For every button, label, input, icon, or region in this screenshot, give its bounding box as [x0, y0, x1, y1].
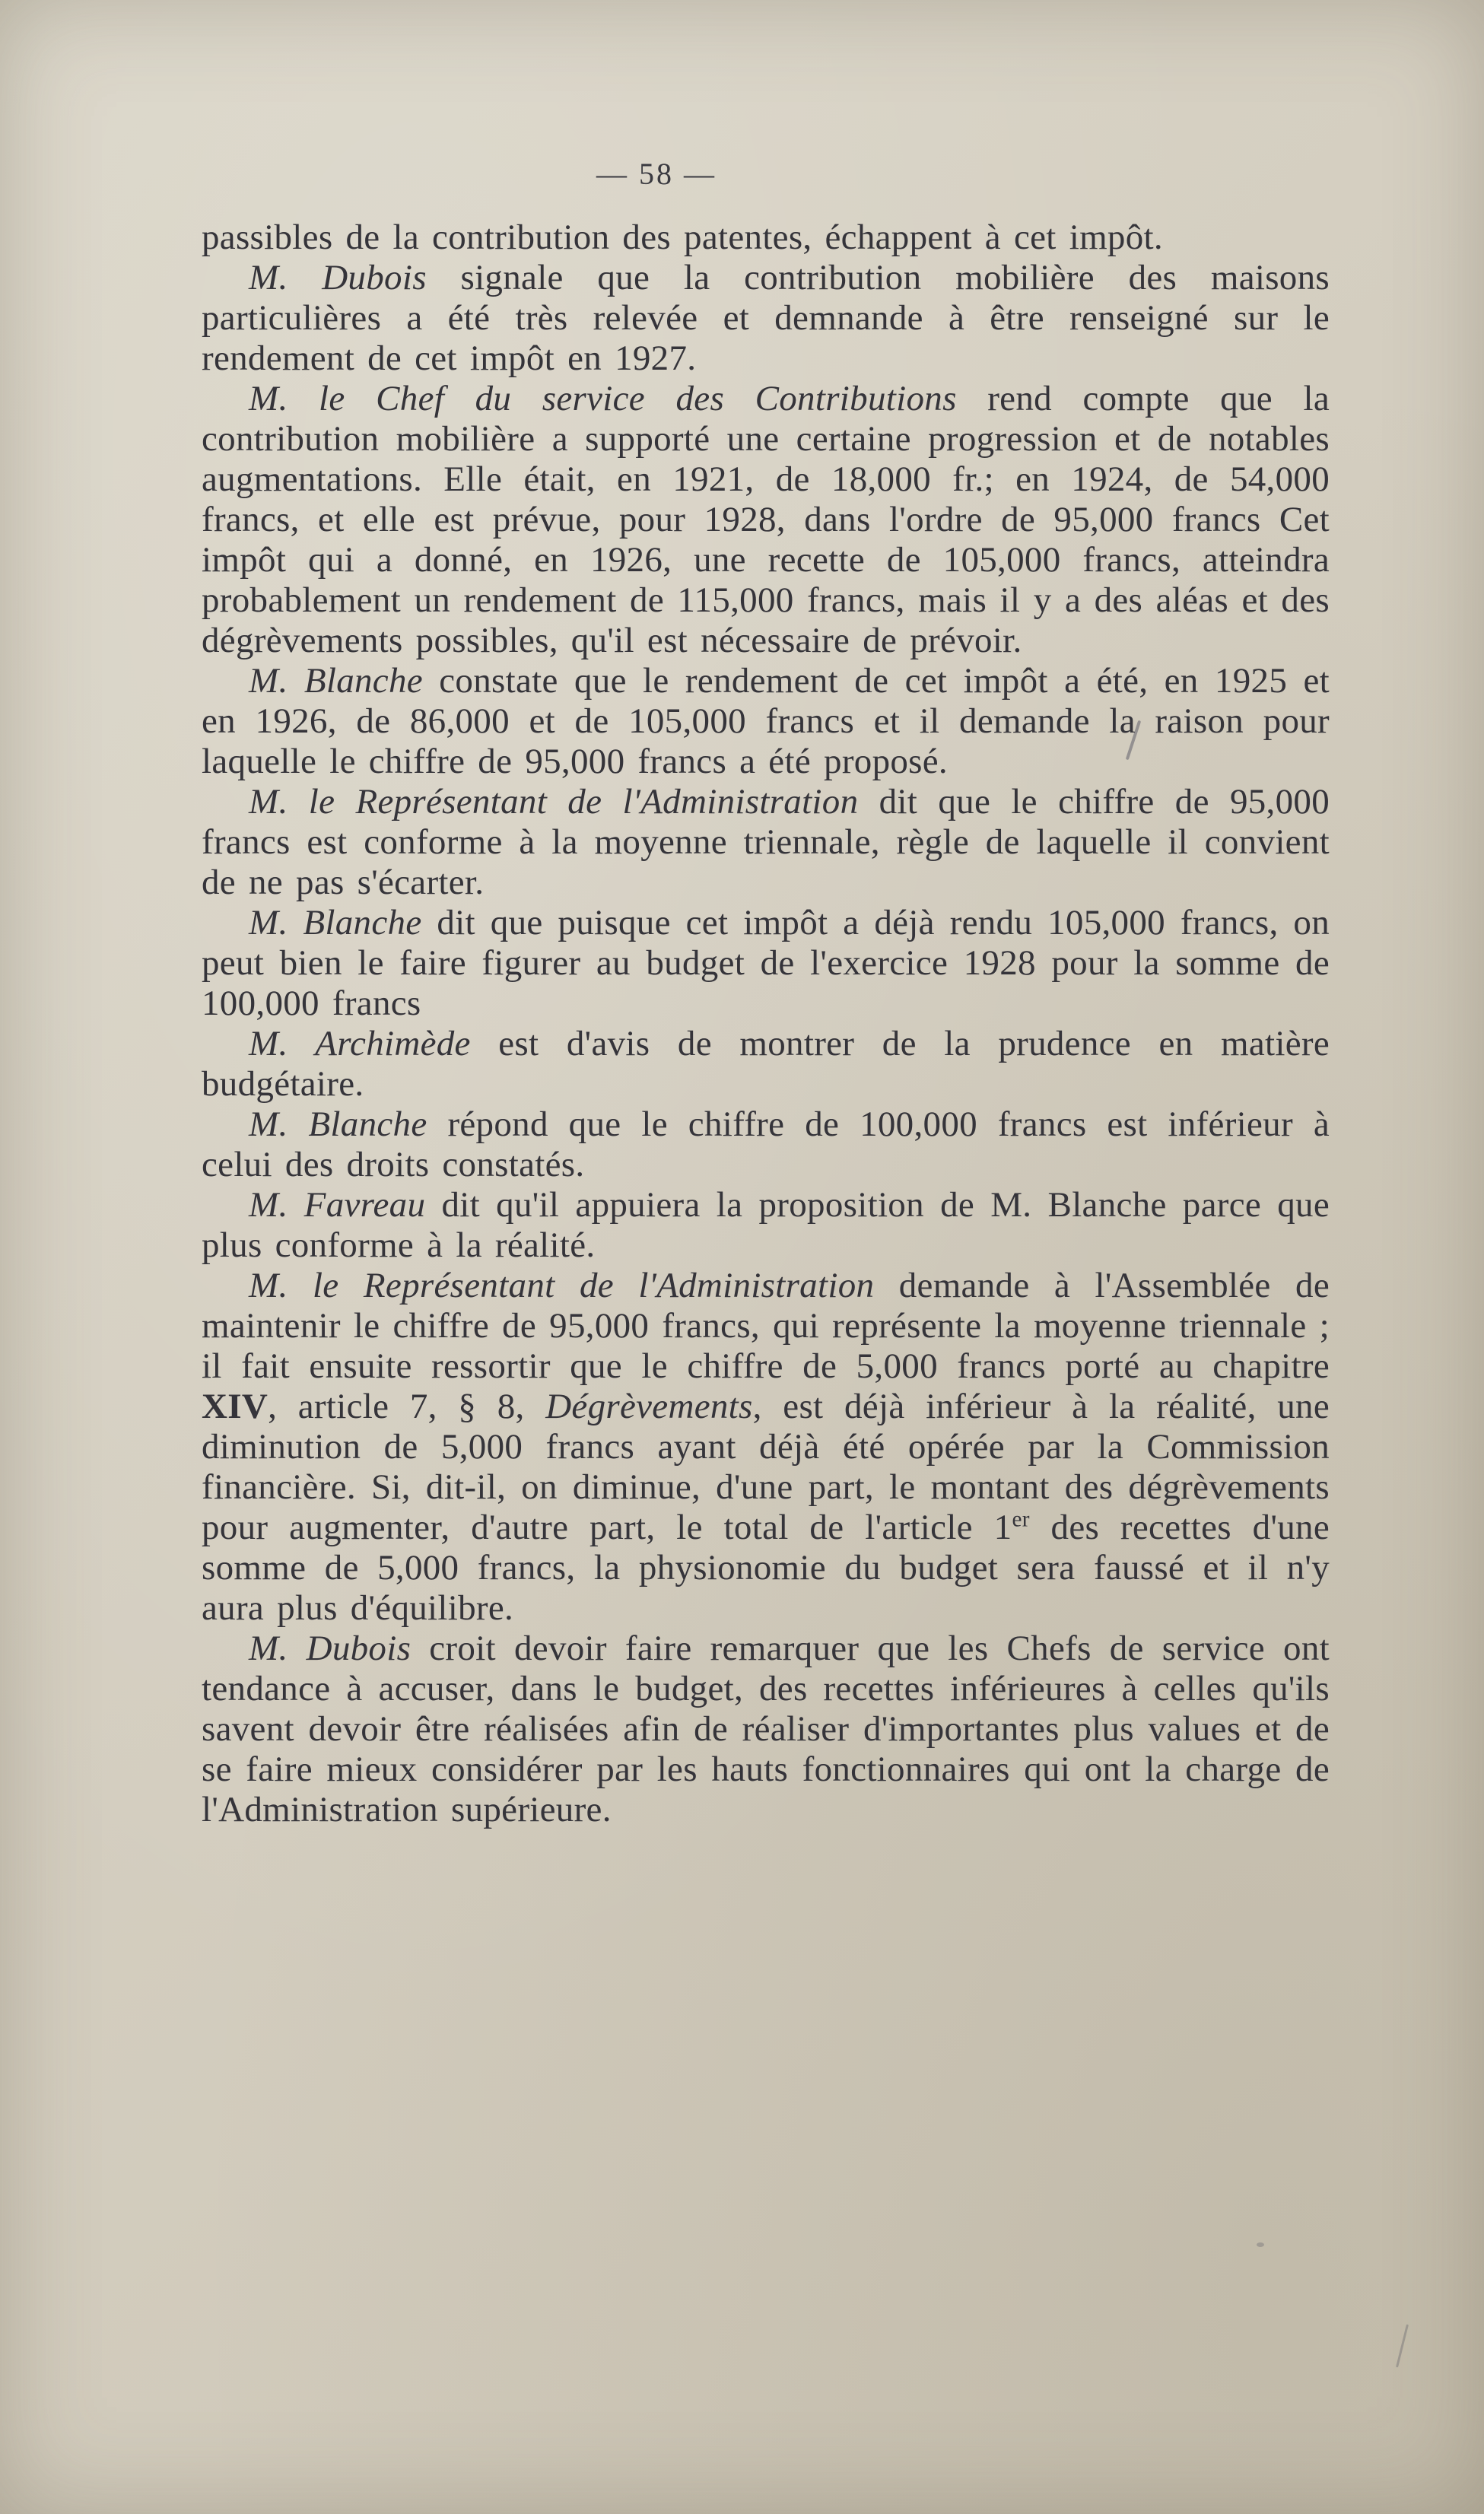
speaker-name: M. Blanche — [249, 1104, 427, 1144]
text-run: croit devoir faire remarquer que les Chefs de service ont tendance à accuser, dans le budget, des recettes inférieures à celles qu'ils savent devoir être réalisées afin de réaliser d'importantes plus values et de se faire mieux considérer par les hauts fonctionnaires qui ont la charge de l'Administration supérieure. — [202, 1629, 1330, 1829]
text-run: er — [1012, 1507, 1030, 1532]
speaker-name: M. le Représentant de l'Administration — [249, 782, 859, 822]
speaker-name: M. Blanche — [249, 903, 422, 942]
text-run: passibles de la contribution des patentes, échappent à cet impôt. — [202, 218, 1163, 257]
text-block — [202, 218, 1330, 1830]
text-run: des recettes d'une somme de 5,000 francs, la physionomie du budget sera faussé et il n'y aura plus d'équilibre. — [202, 1508, 1330, 1628]
paragraph — [202, 903, 1330, 1024]
paragraph — [202, 782, 1330, 903]
text-run: rend compte que la contribution mobilière a supporté une certaine progression et de notables augmentations. Elle était, en 1921, de 18,000 fr.; en 1924, de 54,000 francs, et elle est prévue, pour 1928, dans l'ordre de 95,000 francs Cet impôt qui a donné, en 1926, une recette de 105,000 francs, atteindra probablement un rendement de 115,000 francs, mais il y a des aléas et des dégrèvements possibles, qu'il est nécessaire de prévoir. — [202, 379, 1330, 660]
speaker-name: M. le Chef du service des Contributions — [249, 379, 957, 418]
scan-speck — [1396, 2324, 1409, 2367]
text-run: , article 7, § 8, — [268, 1387, 546, 1426]
paragraph — [202, 218, 1330, 258]
text-run: demande à l'Assemblée de maintenir le chiffre de 95,000 francs, qui représente la moyenne triennale ; il fait ensuite ressortir que le chiffre de 5,000 francs porté au chapitre — [202, 1266, 1330, 1386]
text-run: est d'avis de montrer de la prudence en matière budgétaire. — [202, 1024, 1330, 1104]
text-run: signale que la contribution mobilière des maisons particulières a été très relevée et demnande à être renseigné sur le rendement de cet impôt en 1927. — [202, 258, 1330, 378]
speaker-name: M. Blanche — [249, 661, 423, 701]
text-run: , est déjà inférieur à la réalité, une diminution de 5,000 francs ayant déjà été opérée par la Commission financière. Si, dit-il, on diminue, d'une part, le montant des dégrèvements pour augmenter, d'autre part, le total de l'article 1 — [202, 1387, 1330, 1547]
speaker-name: M. Dubois — [249, 258, 427, 297]
speaker-name: M. Favreau — [249, 1185, 426, 1225]
paragraph — [202, 379, 1330, 661]
paragraph — [202, 661, 1330, 782]
paragraph — [202, 1024, 1330, 1104]
speaker-name: M. Archimède — [249, 1024, 471, 1063]
paragraph — [202, 1629, 1330, 1830]
scan-speck — [1257, 2242, 1264, 2247]
paragraph — [202, 1185, 1330, 1266]
text-run: constate que le rendement de cet impôt a été, en 1925 et en 1926, de 86,000 et de 105,000 francs et il demande la raison pour laquelle le chiffre de 95,000 francs a été proposé. — [202, 661, 1330, 781]
speaker-name: M. Dubois — [249, 1629, 412, 1668]
text-run: dit que puisque cet impôt a déjà rendu 105,000 francs, on peut bien le faire figurer au budget de l'exercice 1928 pour la somme de 100,000 francs — [202, 903, 1330, 1023]
text-run: dit qu'il appuiera la proposition de M. Blanche parce que plus conforme à la réalité. — [202, 1185, 1330, 1265]
speaker-name: M. le Représentant de l'Administration — [249, 1266, 875, 1305]
paragraph — [202, 1104, 1330, 1185]
text-run: répond que le chiffre de 100,000 francs est inférieur à celui des droits constatés. — [202, 1104, 1330, 1184]
text-run: XIV — [202, 1387, 269, 1426]
paragraph — [202, 1266, 1330, 1629]
speaker-name: Dégrèvements — [545, 1387, 753, 1426]
page-number: — 58 — — [596, 157, 717, 191]
paragraph — [202, 258, 1330, 379]
text-run: dit que le chiffre de 95,000 francs est conforme à la moyenne triennale, règle de laquelle il convient de ne pas s'écarter. — [202, 782, 1330, 902]
